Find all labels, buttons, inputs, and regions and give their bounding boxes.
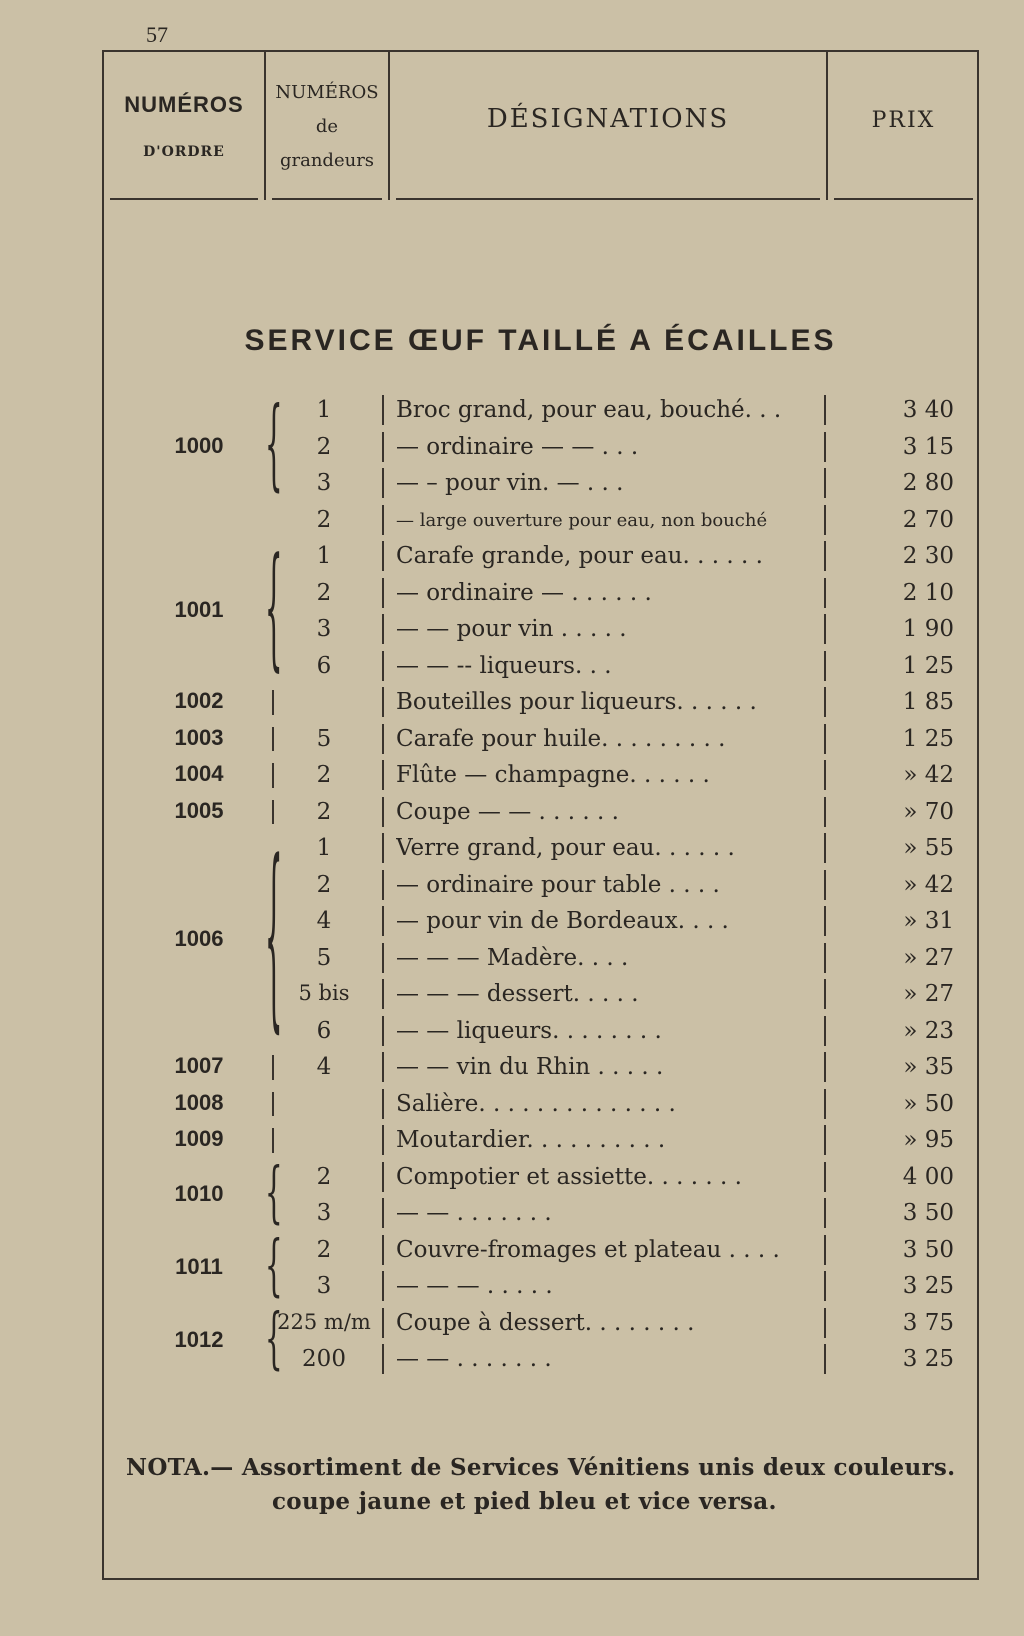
designation-cell: — — . . . . . . . <box>396 1200 552 1226</box>
column-divider <box>824 1344 826 1374</box>
designation-cell: — – pour vin. — . . . <box>396 470 624 496</box>
price-cell: 1 85 <box>902 689 954 715</box>
column-divider <box>824 906 826 936</box>
column-divider <box>382 614 384 644</box>
group-tick <box>272 800 274 825</box>
header-size-line2: de <box>315 116 339 137</box>
column-divider <box>382 1198 384 1228</box>
group-tick <box>272 1128 274 1153</box>
price-cell: » 55 <box>903 835 954 861</box>
designation-cell: — — -- liqueurs. . . <box>396 652 612 679</box>
designation-cell: Salière. . . . . . . . . . . . . . <box>396 1090 676 1117</box>
header-order-sublabel: D'ORDRE <box>143 144 225 160</box>
column-divider <box>824 1125 826 1155</box>
catalogue-table <box>102 50 979 1580</box>
designation-cell: — pour vin de Bordeaux. . . . <box>396 908 729 934</box>
order-number: 1011 <box>175 1254 223 1279</box>
designation-cell: — — pour vin . . . . . <box>396 616 627 642</box>
column-divider <box>382 1125 384 1155</box>
designation-cell: Carafe pour huile. . . . . . . . . <box>396 725 726 752</box>
header-designations-label: DÉSIGNATIONS <box>486 104 730 134</box>
price-cell: » 27 <box>903 944 954 971</box>
size-cell: 4 <box>316 908 332 934</box>
header-size-line3: grandeurs <box>279 150 375 171</box>
column-divider <box>382 1271 384 1301</box>
designation-cell: — — . . . . . . . <box>396 1346 552 1372</box>
column-divider <box>824 1052 826 1082</box>
designation-cell: Coupe à dessert. . . . . . . . <box>396 1309 695 1336</box>
designation-cell: Moutardier. . . . . . . . . . <box>396 1127 666 1153</box>
order-number: 1007 <box>174 1053 224 1079</box>
column-divider <box>382 541 384 571</box>
order-number: 1004 <box>174 761 224 787</box>
column-divider <box>382 395 384 425</box>
price-cell: » 42 <box>903 762 954 788</box>
group-tick <box>272 763 274 788</box>
designation-cell: — ordinaire — . . . . . . <box>396 579 652 606</box>
table-row <box>104 976 981 1012</box>
order-number: 1005 <box>174 797 224 823</box>
table-row <box>104 392 981 428</box>
order-number: 1009 <box>174 1126 224 1152</box>
price-cell: » 42 <box>903 871 954 898</box>
size-cell: 1 <box>316 543 332 569</box>
header-order-column <box>104 52 264 200</box>
price-cell: » 95 <box>903 1127 954 1153</box>
column-divider <box>824 687 826 717</box>
column-divider <box>824 651 826 681</box>
table-row <box>104 465 981 501</box>
price-cell: 1 25 <box>902 652 954 679</box>
column-divider <box>382 432 384 462</box>
price-cell: 1 25 <box>902 725 954 752</box>
size-cell: 200 <box>302 1346 346 1372</box>
header-size-line1: NUMÉROS <box>275 82 379 103</box>
group-brace: { <box>264 532 283 686</box>
designation-cell: Couvre-fromages et plateau . . . . <box>396 1236 780 1263</box>
header-price-column <box>828 52 979 200</box>
size-cell: 6 <box>316 1017 332 1044</box>
column-divider <box>824 797 826 827</box>
price-cell: 1 90 <box>902 616 954 642</box>
order-number: 1002 <box>174 688 224 714</box>
column-divider <box>824 1235 826 1265</box>
order-number: 1010 <box>174 1181 224 1206</box>
size-cell: 2 <box>316 433 332 460</box>
designation-cell: — large ouverture pour eau, non bouché <box>396 509 768 531</box>
designation-cell: Verre grand, pour eau. . . . . . <box>396 835 735 861</box>
designation-cell: — — — dessert. . . . . <box>396 981 639 1007</box>
price-cell: 2 70 <box>902 506 954 533</box>
size-cell: 4 <box>316 1054 332 1080</box>
designation-cell: Broc grand, pour eau, bouché. . . <box>396 397 782 423</box>
nota-line-2: coupe jaune et pied bleu et vice versa. <box>272 1488 777 1515</box>
column-divider <box>382 797 384 827</box>
column-divider <box>824 943 826 973</box>
header-designation-column <box>390 52 826 200</box>
price-cell: » 27 <box>903 981 954 1007</box>
column-divider <box>382 651 384 681</box>
size-cell: 2 <box>316 762 332 788</box>
group-tick <box>272 1055 274 1080</box>
table-row <box>104 538 981 574</box>
order-number: 1000 <box>174 432 224 458</box>
column-divider <box>824 1271 826 1301</box>
price-cell: » 31 <box>903 908 954 934</box>
table-row <box>104 867 981 903</box>
designation-cell: Carafe grande, pour eau. . . . . . <box>396 543 763 569</box>
column-divider <box>382 1308 384 1338</box>
column-divider <box>824 1308 826 1338</box>
header-order-label: NUMÉROS <box>124 92 244 117</box>
size-cell: 2 <box>316 798 332 825</box>
column-divider <box>824 724 826 754</box>
column-divider <box>382 505 384 535</box>
size-cell: 2 <box>316 1163 332 1190</box>
column-divider <box>824 541 826 571</box>
size-cell: 3 <box>316 1273 332 1299</box>
designation-cell: Flûte — champagne. . . . . . <box>396 762 710 788</box>
size-cell: 2 <box>316 871 332 898</box>
header-price-label: PRIX <box>871 108 936 133</box>
column-divider <box>824 760 826 790</box>
size-cell: 1 <box>316 835 332 861</box>
group-tick <box>272 727 274 752</box>
column-divider <box>824 1162 826 1192</box>
group-brace: { <box>264 1300 283 1378</box>
price-cell: 3 50 <box>902 1236 954 1263</box>
order-number: 1006 <box>174 925 224 951</box>
price-cell: » 23 <box>903 1017 954 1044</box>
column-divider <box>824 578 826 608</box>
group-brace: { <box>264 387 283 503</box>
table-row <box>104 648 981 684</box>
size-cell: 5 <box>316 725 332 752</box>
price-cell: 3 25 <box>902 1346 954 1372</box>
column-divider <box>382 870 384 900</box>
column-divider <box>382 687 384 717</box>
column-divider <box>382 468 384 498</box>
designation-cell: Coupe — — . . . . . . <box>396 798 619 825</box>
column-divider <box>824 833 826 863</box>
designation-cell: — — — . . . . . <box>396 1273 553 1299</box>
order-number: 1008 <box>174 1089 224 1115</box>
column-divider <box>382 1235 384 1265</box>
price-cell: 3 50 <box>902 1200 954 1226</box>
column-divider <box>824 1089 826 1119</box>
column-divider <box>382 943 384 973</box>
size-cell: 5 <box>316 944 332 971</box>
group-brace: { <box>264 822 283 1053</box>
table-row <box>104 830 981 866</box>
column-divider <box>382 760 384 790</box>
price-cell: 3 40 <box>902 397 954 423</box>
designation-cell: — — liqueurs. . . . . . . . <box>396 1017 662 1044</box>
column-divider <box>382 1089 384 1119</box>
size-cell: 2 <box>316 506 332 533</box>
column-divider <box>824 505 826 535</box>
size-cell: 2 <box>316 1236 332 1263</box>
column-divider <box>382 1016 384 1046</box>
column-divider <box>824 614 826 644</box>
price-cell: 2 30 <box>902 543 954 569</box>
group-tick <box>272 1092 274 1117</box>
column-divider <box>382 578 384 608</box>
nota-line-1: NOTA.— Assortiment de Services Vénitiens unis deux couleurs. <box>126 1454 956 1481</box>
price-cell: 2 10 <box>902 579 954 606</box>
table-row <box>104 502 981 538</box>
price-cell: » 50 <box>903 1090 954 1117</box>
group-tick <box>272 690 274 715</box>
designation-cell: — ordinaire pour table . . . . <box>396 871 720 898</box>
size-cell: 3 <box>316 1200 332 1226</box>
size-cell: 3 <box>316 470 332 496</box>
price-cell: 3 75 <box>902 1309 954 1336</box>
price-cell: 4 00 <box>902 1163 954 1190</box>
designation-cell: Bouteilles pour liqueurs. . . . . . <box>396 689 757 715</box>
price-cell: » 70 <box>903 798 954 825</box>
size-cell: 2 <box>316 579 332 606</box>
price-cell: » 35 <box>903 1054 954 1080</box>
column-divider <box>824 432 826 462</box>
price-cell: 3 25 <box>902 1273 954 1299</box>
designation-cell: — — vin du Rhin . . . . . <box>396 1054 664 1080</box>
size-cell: 225 m/m <box>277 1309 371 1334</box>
column-divider <box>824 1016 826 1046</box>
column-divider <box>382 1344 384 1374</box>
column-divider <box>824 1198 826 1228</box>
page-number: 57 <box>146 22 168 47</box>
group-brace: { <box>264 1154 283 1232</box>
column-divider <box>382 1162 384 1192</box>
designation-cell: Compotier et assiette. . . . . . . <box>396 1163 742 1190</box>
column-divider <box>382 906 384 936</box>
size-cell: 3 <box>316 616 332 642</box>
column-divider <box>824 870 826 900</box>
order-number: 1003 <box>174 724 224 750</box>
order-number: 1001 <box>174 597 224 622</box>
designation-cell: — ordinaire — — . . . <box>396 433 639 460</box>
column-divider <box>824 468 826 498</box>
column-divider <box>824 979 826 1009</box>
size-cell: 5 bis <box>298 981 350 1005</box>
column-divider <box>382 833 384 863</box>
header-size-column <box>266 52 388 200</box>
column-divider <box>382 724 384 754</box>
size-cell: 6 <box>316 652 332 679</box>
section-title: SERVICE ŒUF TAILLÉ A ÉCAILLES <box>244 324 837 357</box>
designation-cell: — — — Madère. . . . <box>396 944 629 971</box>
group-brace: { <box>264 1227 283 1305</box>
table-row <box>104 1013 981 1049</box>
order-number: 1012 <box>174 1327 224 1352</box>
size-cell: 1 <box>316 397 332 423</box>
price-cell: 3 15 <box>902 433 954 460</box>
column-divider <box>824 395 826 425</box>
price-cell: 2 80 <box>902 470 954 496</box>
column-divider <box>382 979 384 1009</box>
column-divider <box>382 1052 384 1082</box>
